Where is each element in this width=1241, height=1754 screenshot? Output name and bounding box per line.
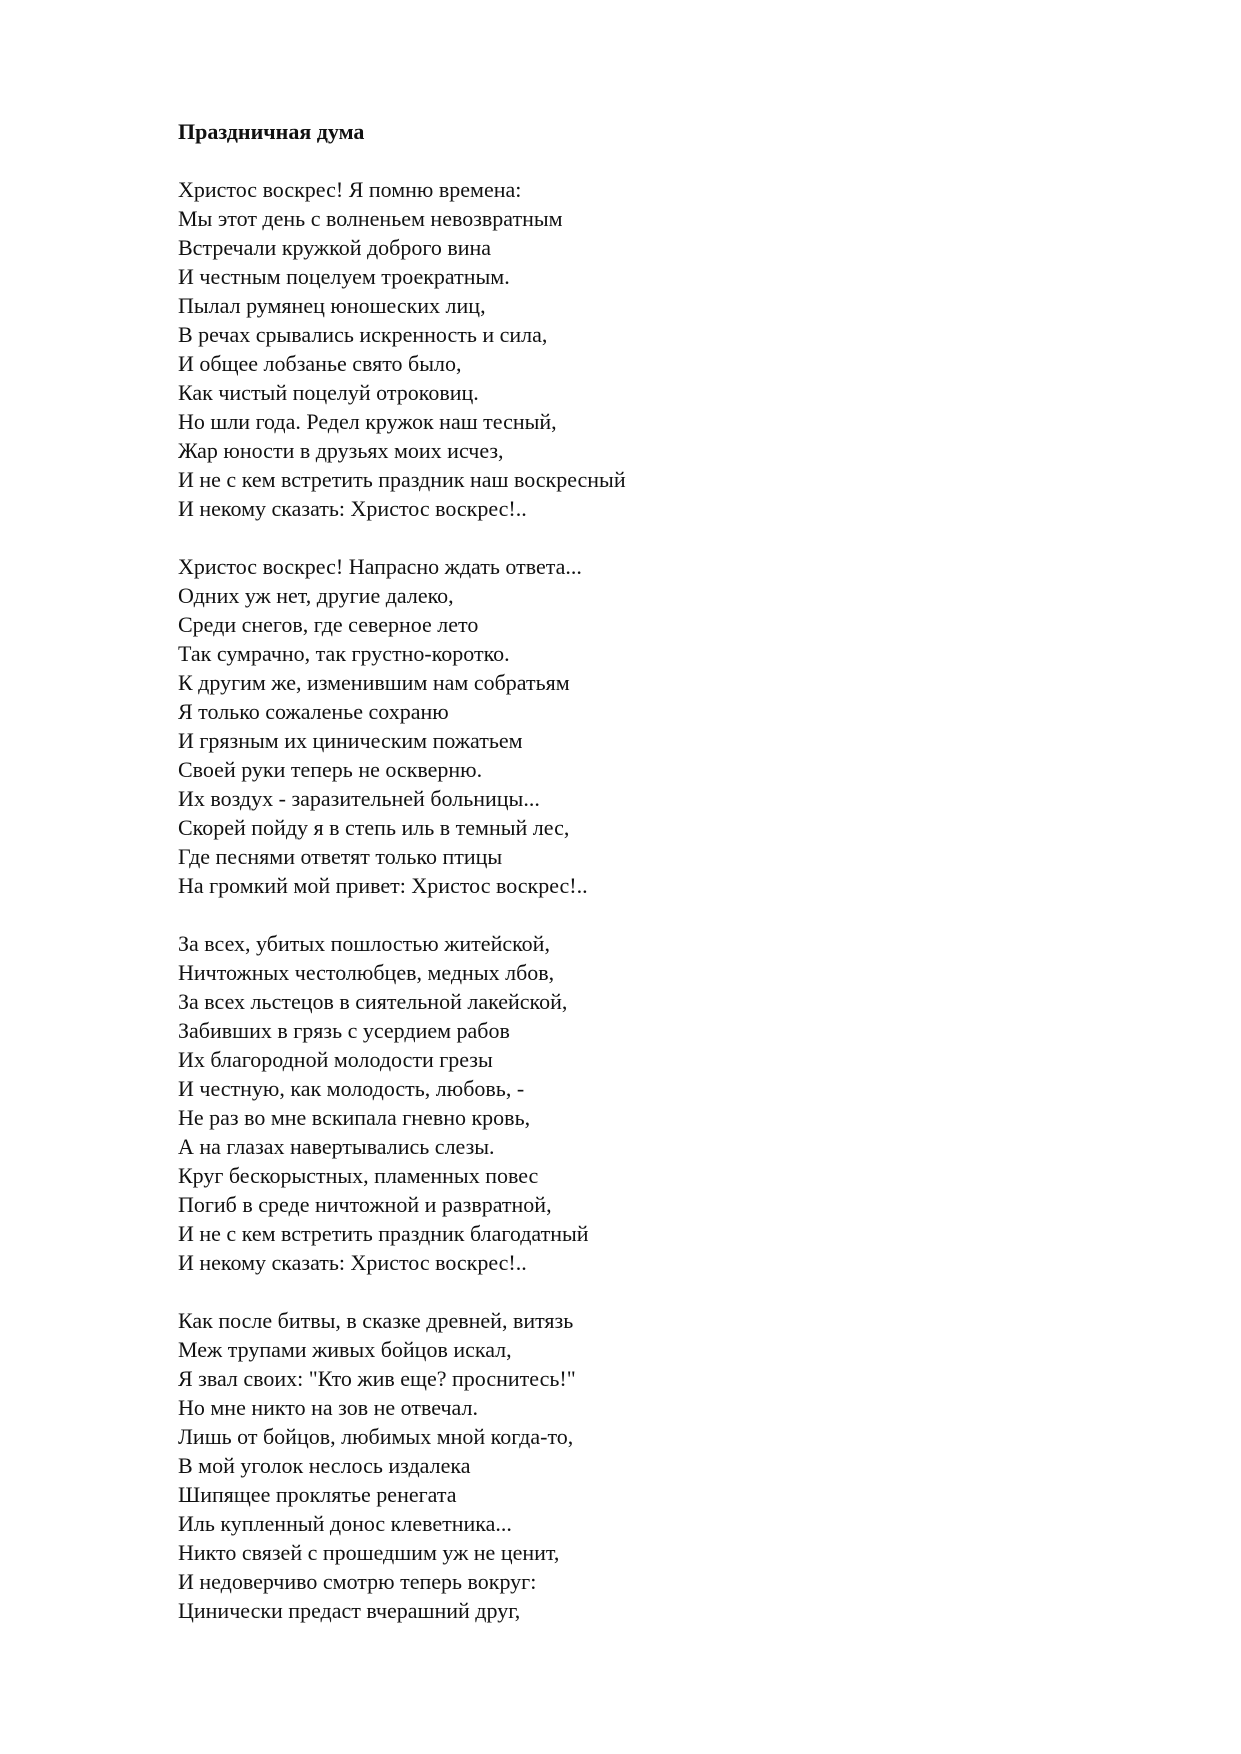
poem-line: И не с кем встретить праздник наш воскресный [178, 467, 626, 492]
poem-line: И грязным их циническим пожатьем [178, 728, 523, 753]
poem-line: Но мне никто на зов не отвечал. [178, 1395, 478, 1420]
poem-line: Ничтожных честолюбцев, медных лбов, [178, 960, 555, 985]
poem-line: Христос воскрес! Я помню времена: [178, 177, 522, 202]
poem-line: В речах срывались искренность и сила, [178, 322, 548, 347]
stanza-2 [178, 552, 1158, 900]
poem-line: Где песнями ответят только птицы [178, 844, 503, 869]
poem-line: Круг бескорыстных, пламенных повес [178, 1163, 539, 1188]
poem-line: Христос воскрес! Напрасно ждать ответа... [178, 554, 582, 579]
poem-line: На громкий мой привет: Христос воскрес!.. [178, 873, 588, 898]
poem-line: Никто связей с прошедшим уж не ценит, [178, 1540, 560, 1565]
poem-line: За всех, убитых пошлостью житейской, [178, 931, 550, 956]
poem-line: К другим же, изменившим нам собратьям [178, 670, 570, 695]
poem-line: Скорей пойду я в степь иль в темный лес, [178, 815, 570, 840]
poem-line: Погиб в среде ничтожной и развратной, [178, 1192, 552, 1217]
poem-line: И честным поцелуем троекратным. [178, 264, 510, 289]
poem-line: Иль купленный донос клеветника... [178, 1511, 512, 1536]
poem-line: Их воздух - заразительней больницы... [178, 786, 540, 811]
poem-line: За всех льстецов в сиятельной лакейской, [178, 989, 568, 1014]
poem-line: Как после битвы, в сказке древней, витязь [178, 1308, 574, 1333]
poem [178, 117, 1158, 1654]
poem-line: И общее лобзанье свято было, [178, 351, 462, 376]
poem-line: Я звал своих: "Кто жив еще? проснитесь!" [178, 1366, 576, 1391]
poem-body [178, 175, 1158, 1625]
poem-line: Так сумрачно, так грустно-коротко. [178, 641, 510, 666]
poem-line: Встречали кружкой доброго вина [178, 235, 492, 260]
poem-line: Мы этот день с волненьем невозвратным [178, 206, 563, 231]
poem-line: Среди снегов, где северное лето [178, 612, 479, 637]
poem-line: Одних уж нет, другие далеко, [178, 583, 454, 608]
poem-line: Я только сожаленье сохраню [178, 699, 449, 724]
stanza-4 [178, 1306, 1158, 1625]
poem-line: Не раз во мне вскипала гневно кровь, [178, 1105, 531, 1130]
poem-line: Жар юности в друзьях моих исчез, [178, 438, 504, 463]
poem-line: И честную, как молодость, любовь, - [178, 1076, 525, 1101]
poem-line: И некому сказать: Христос воскрес!.. [178, 1250, 527, 1275]
poem-line: Шипящее проклятье ренегата [178, 1482, 457, 1507]
poem-line: И недоверчиво смотрю теперь вокруг: [178, 1569, 537, 1594]
poem-line: Их благородной молодости грезы [178, 1047, 493, 1072]
poem-title: Праздничная дума [178, 119, 365, 144]
poem-line: Своей руки теперь не оскверню. [178, 757, 483, 782]
poem-line: И некому сказать: Христос воскрес!.. [178, 496, 527, 521]
poem-line: Пылал румянец юношеских лиц, [178, 293, 486, 318]
poem-line: Как чистый поцелуй отроковиц. [178, 380, 479, 405]
poem-line: Забивших в грязь с усердием рабов [178, 1018, 510, 1043]
poem-line: Но шли года. Редел кружок наш тесный, [178, 409, 557, 434]
poem-line: И не с кем встретить праздник благодатный [178, 1221, 589, 1246]
stanza-1 [178, 175, 1158, 523]
poem-line: В мой уголок неслось издалека [178, 1453, 471, 1478]
poem-line: Цинически предаст вчерашний друг, [178, 1598, 521, 1623]
poem-line: Меж трупами живых бойцов искал, [178, 1337, 512, 1362]
poem-line: А на глазах навертывались слезы. [178, 1134, 495, 1159]
stanza-3 [178, 929, 1158, 1277]
poem-line: Лишь от бойцов, любимых мной когда-то, [178, 1424, 574, 1449]
